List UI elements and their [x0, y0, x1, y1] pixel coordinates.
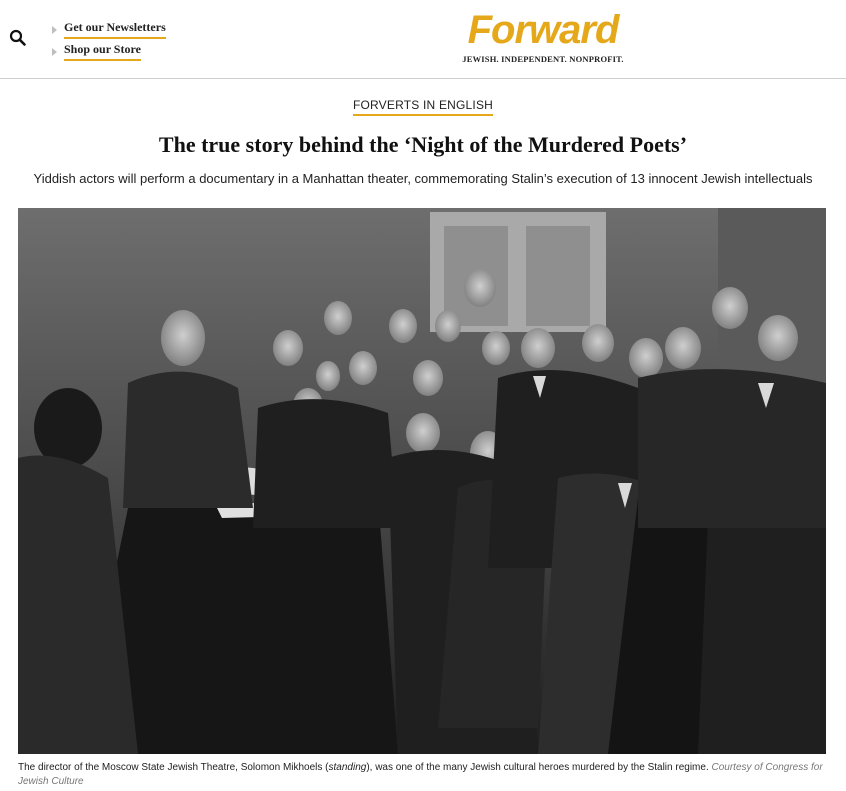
arrow-right-icon [52, 48, 57, 56]
lead-photo [18, 208, 826, 754]
site-header [0, 0, 846, 79]
site-logo[interactable]: Forward [467, 8, 619, 52]
promo-newsletters [52, 20, 166, 39]
article-headline: The true story behind the ‘Night of the Murdered Poets’ [158, 132, 688, 157]
promo-store [52, 42, 141, 61]
store-link[interactable]: Shop our Store [64, 42, 141, 61]
search-icon[interactable] [9, 29, 27, 47]
site-tagline: JEWISH. INDEPENDENT. NONPROFIT. [462, 54, 624, 64]
caption-text-after: ), was one of the many Jewish cultural heroes murdered by the Stalin regime. [366, 762, 709, 773]
article-dek: Yiddish actors will perform a documentary in a Manhattan theater, commemorating Stalin’s execution of 13 innocent Jewish intellectuals [33, 171, 813, 186]
photo-caption [18, 761, 826, 789]
photo-credit: Courtesy of Congress for Jewish Culture [18, 762, 823, 787]
arrow-right-icon [52, 26, 57, 34]
kicker-wrap [0, 96, 846, 116]
caption-emphasis: standing [328, 762, 367, 773]
brand [458, 8, 628, 64]
caption-text-before: The director of the Moscow State Jewish Theatre, Solomon Mikhoels ( [18, 762, 329, 773]
section-kicker[interactable]: FORVERTS IN ENGLISH [353, 98, 493, 116]
newsletters-link[interactable]: Get our Newsletters [64, 20, 166, 39]
